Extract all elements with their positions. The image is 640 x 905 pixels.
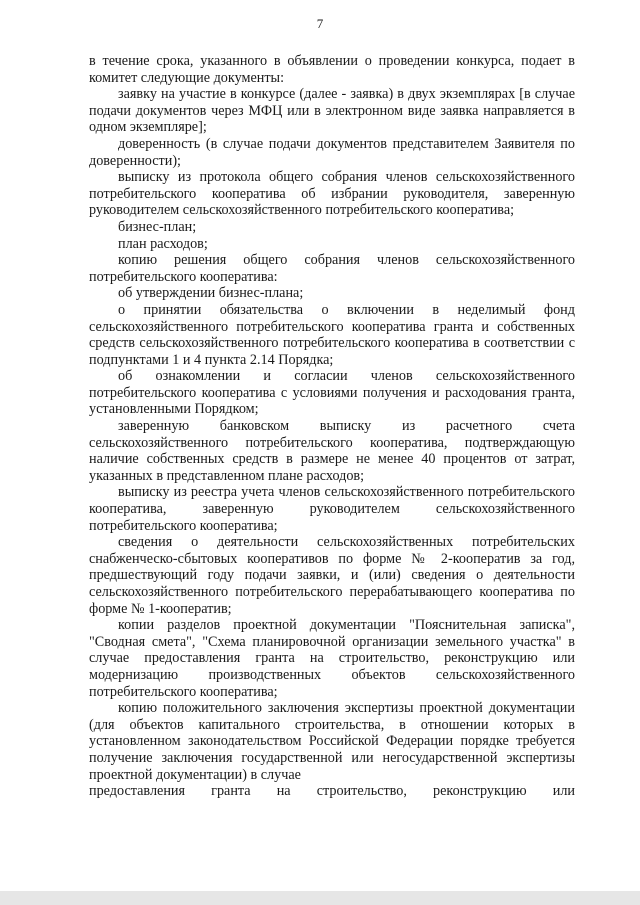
paragraph-expense-plan: план расходов; (118, 235, 208, 252)
paragraph-business-plan-approval: об утверждении бизнес-плана; (118, 285, 304, 302)
paragraph-indivisible-fund: о принятии обязательства о включении в неделимый фонд сельскохозяйственного потребительского кооператива гранта и собственных средств сельскохозяйственного потребительского кооператива в соответствии с подпунктами 1 и 4 пункта 2.14 Порядка; (89, 301, 575, 368)
page-number: 7 (316, 16, 324, 31)
paragraph-power-of-attorney: доверенность (в случае подачи документов представителем Заявителя по доверенности); (89, 135, 575, 169)
document-body (89, 53, 575, 800)
scan-bottom-edge (0, 891, 640, 905)
paragraph-application: заявку на участие в конкурсе (далее - заявка) в двух экземплярах [в случае подачи документов через МФЦ или в электронном виде заявка направляется в одном экземпляре]; (89, 86, 575, 136)
paragraph-bank-statement: заверенную банковском выписку из расчетного счета сельскохозяйственного потребительского кооператива, подтверждающую наличие собственных средств в размере не менее 40 процентов от затрат, указанных в представленном плане расходов; (89, 418, 575, 484)
paragraph-meeting-decision: копию решения общего собрания членов сельскохозяйственного потребительского кооператива: (89, 252, 575, 285)
paragraph-members-consent: об ознакомлении и согласии членов сельскохозяйственного потребительского кооператива с условиями получения и расходования гранта, установленными Порядком; (89, 368, 575, 418)
paragraph-cooperative-activity: сведения о деятельности сельскохозяйственных потребительских снабженческо-сбытовых кооперативов по форме № 2-кооператив за год, предшествующий году подачи заявки, и (или) сведения о деятельности сельскохозяйственного потребительского перерабатывающего кооператива по форме № 1-кооператив; (89, 534, 575, 617)
paragraph-continued-line: предоставления гранта на строительство, реконструкцию или (89, 783, 575, 800)
paragraph-members-registry: выписку из реестра учета членов сельскохозяйственного потребительского кооператива, заверенную руководителем сельскохозяйственного потребительского кооператива; (89, 484, 575, 534)
paragraph-intro: в течение срока, указанного в объявлении о проведении конкурса, подает в комитет следующие документы: (89, 53, 575, 86)
paragraph-project-documentation: копии разделов проектной документации "Пояснительная записка", "Сводная смета", "Схема планировочной организации земельного участка" в случае предоставления гранта на строительство, реконструкцию или модернизацию производственных объектов сельскохозяйственного потребительского кооператива; (89, 617, 575, 700)
paragraph-meeting-extract: выписку из протокола общего собрания членов сельскохозяйственного потребительского кооператива об избрании руководителя, заверенную руководителем сельскохозяйственного потребительского кооператива; (89, 169, 575, 219)
paragraph-expert-review: копию положительного заключения экспертизы проектной документации (для объектов капитального строительства, в отношении которых в установленном законодательством Российской Федерации порядке требуется получение заключения государственной или негосударственной экспертизы проектной документации) в случае (89, 700, 575, 783)
paragraph-business-plan: бизнес-план; (118, 218, 197, 235)
